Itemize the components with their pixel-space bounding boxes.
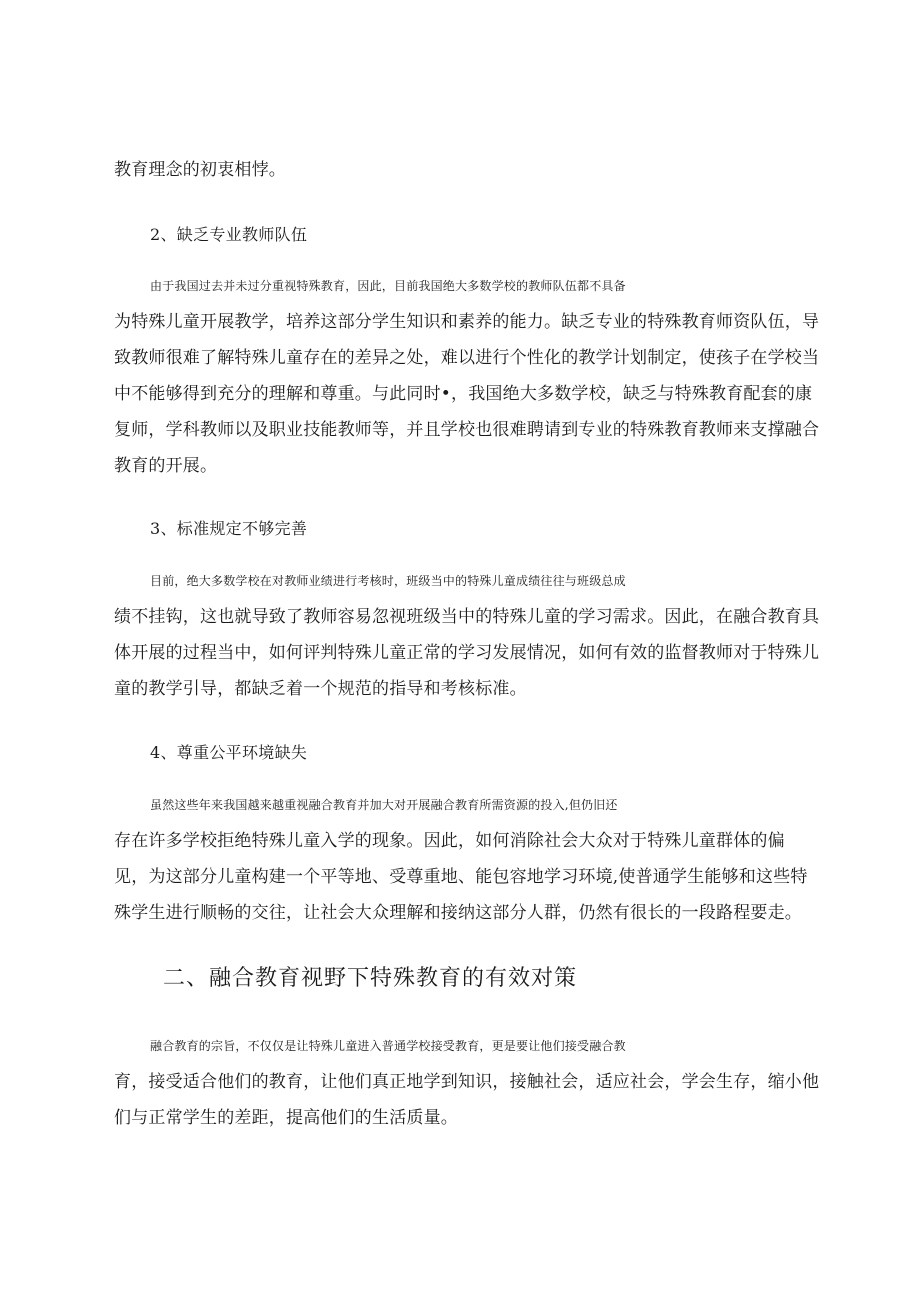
paragraph-line: 教育的开展。 (114, 456, 218, 476)
paragraph-line: 殊学生进行顺畅的交往，让社会大众理解和接纳这部分人群，仍然有很长的一段路程要走。 (114, 903, 802, 923)
paragraph-line: 融合教育的宗旨，不仅仅是让特殊儿童进入普通学校接受教育，更是要让他们接受融合教 (150, 1039, 626, 1053)
paragraph-line: 中不能够得到充分的理解和尊重。与此同时•，我国绝大多数学校，缺乏与特殊教育配套的康 (114, 384, 813, 404)
paragraph-line: 存在许多学校拒绝特殊儿童入学的现象。因此，如何消除社会大众对于特殊儿童群体的偏 (114, 831, 785, 851)
paragraph-line: 由于我国过去并未过分重视特殊教育，因此，目前我国绝大多数学校的教师队伍都不具备 (150, 279, 626, 293)
chapter-title: 二、融合教育视野下特殊教育的有效对策 (163, 966, 578, 991)
paragraph-line: 复师，学科教师以及职业技能教师等，并且学校也很难聘请到专业的特殊教育教师来支撑融合 (114, 420, 820, 440)
paragraph-line: 见，为这部分儿童构建一个平等地、受尊重地、能包容地学习环境,使普通学生能够和这些特 (114, 867, 808, 887)
paragraph-line: 们与正常学生的差距，提高他们的生活质量。 (114, 1108, 458, 1128)
section-heading-2: 2、缺乏专业教师队伍 (150, 225, 308, 244)
paragraph-line: 绩不挂钩，这也就导致了教师容易忽视班级当中的特殊儿童的学习需求。因此，在融合教育具 (114, 607, 820, 627)
section-heading-4: 4、尊重公平环境缺失 (150, 743, 308, 762)
paragraph-line: 为特殊儿童开展教学，培养这部分学生知识和素养的能力。缺乏专业的特殊教育师资队伍，导 (114, 312, 820, 332)
paragraph-line: 虽然这些年来我国越来越重视融合教育并加大对开展融合教育所需资源的投入,但仍旧还 (150, 798, 618, 812)
paragraph-line: 童的教学引导，都缺乏着一个规范的指导和考核标准。 (114, 679, 527, 699)
opening-line: 教育理念的初衷相悖。 (114, 160, 286, 180)
section-heading-3: 3、标准规定不够完善 (150, 519, 308, 538)
paragraph-line: 体开展的过程当中，如何评判特殊儿童正常的学习发展情况，如何有效的监督教师对于特殊儿 (114, 643, 820, 663)
paragraph-line: 目前，绝大多数学校在对教师业绩进行考核时，班级当中的特殊儿童成绩往往与班级总成 (150, 574, 626, 588)
paragraph-line: 育，接受适合他们的教育，让他们真正地学到知识，接触社会，适应社会，学会生存，缩小他 (114, 1072, 820, 1092)
paragraph-line: 致教师很难了解特殊儿童存在的差异之处，难以进行个性化的教学计划制定，使孩子在学校当 (114, 348, 820, 368)
